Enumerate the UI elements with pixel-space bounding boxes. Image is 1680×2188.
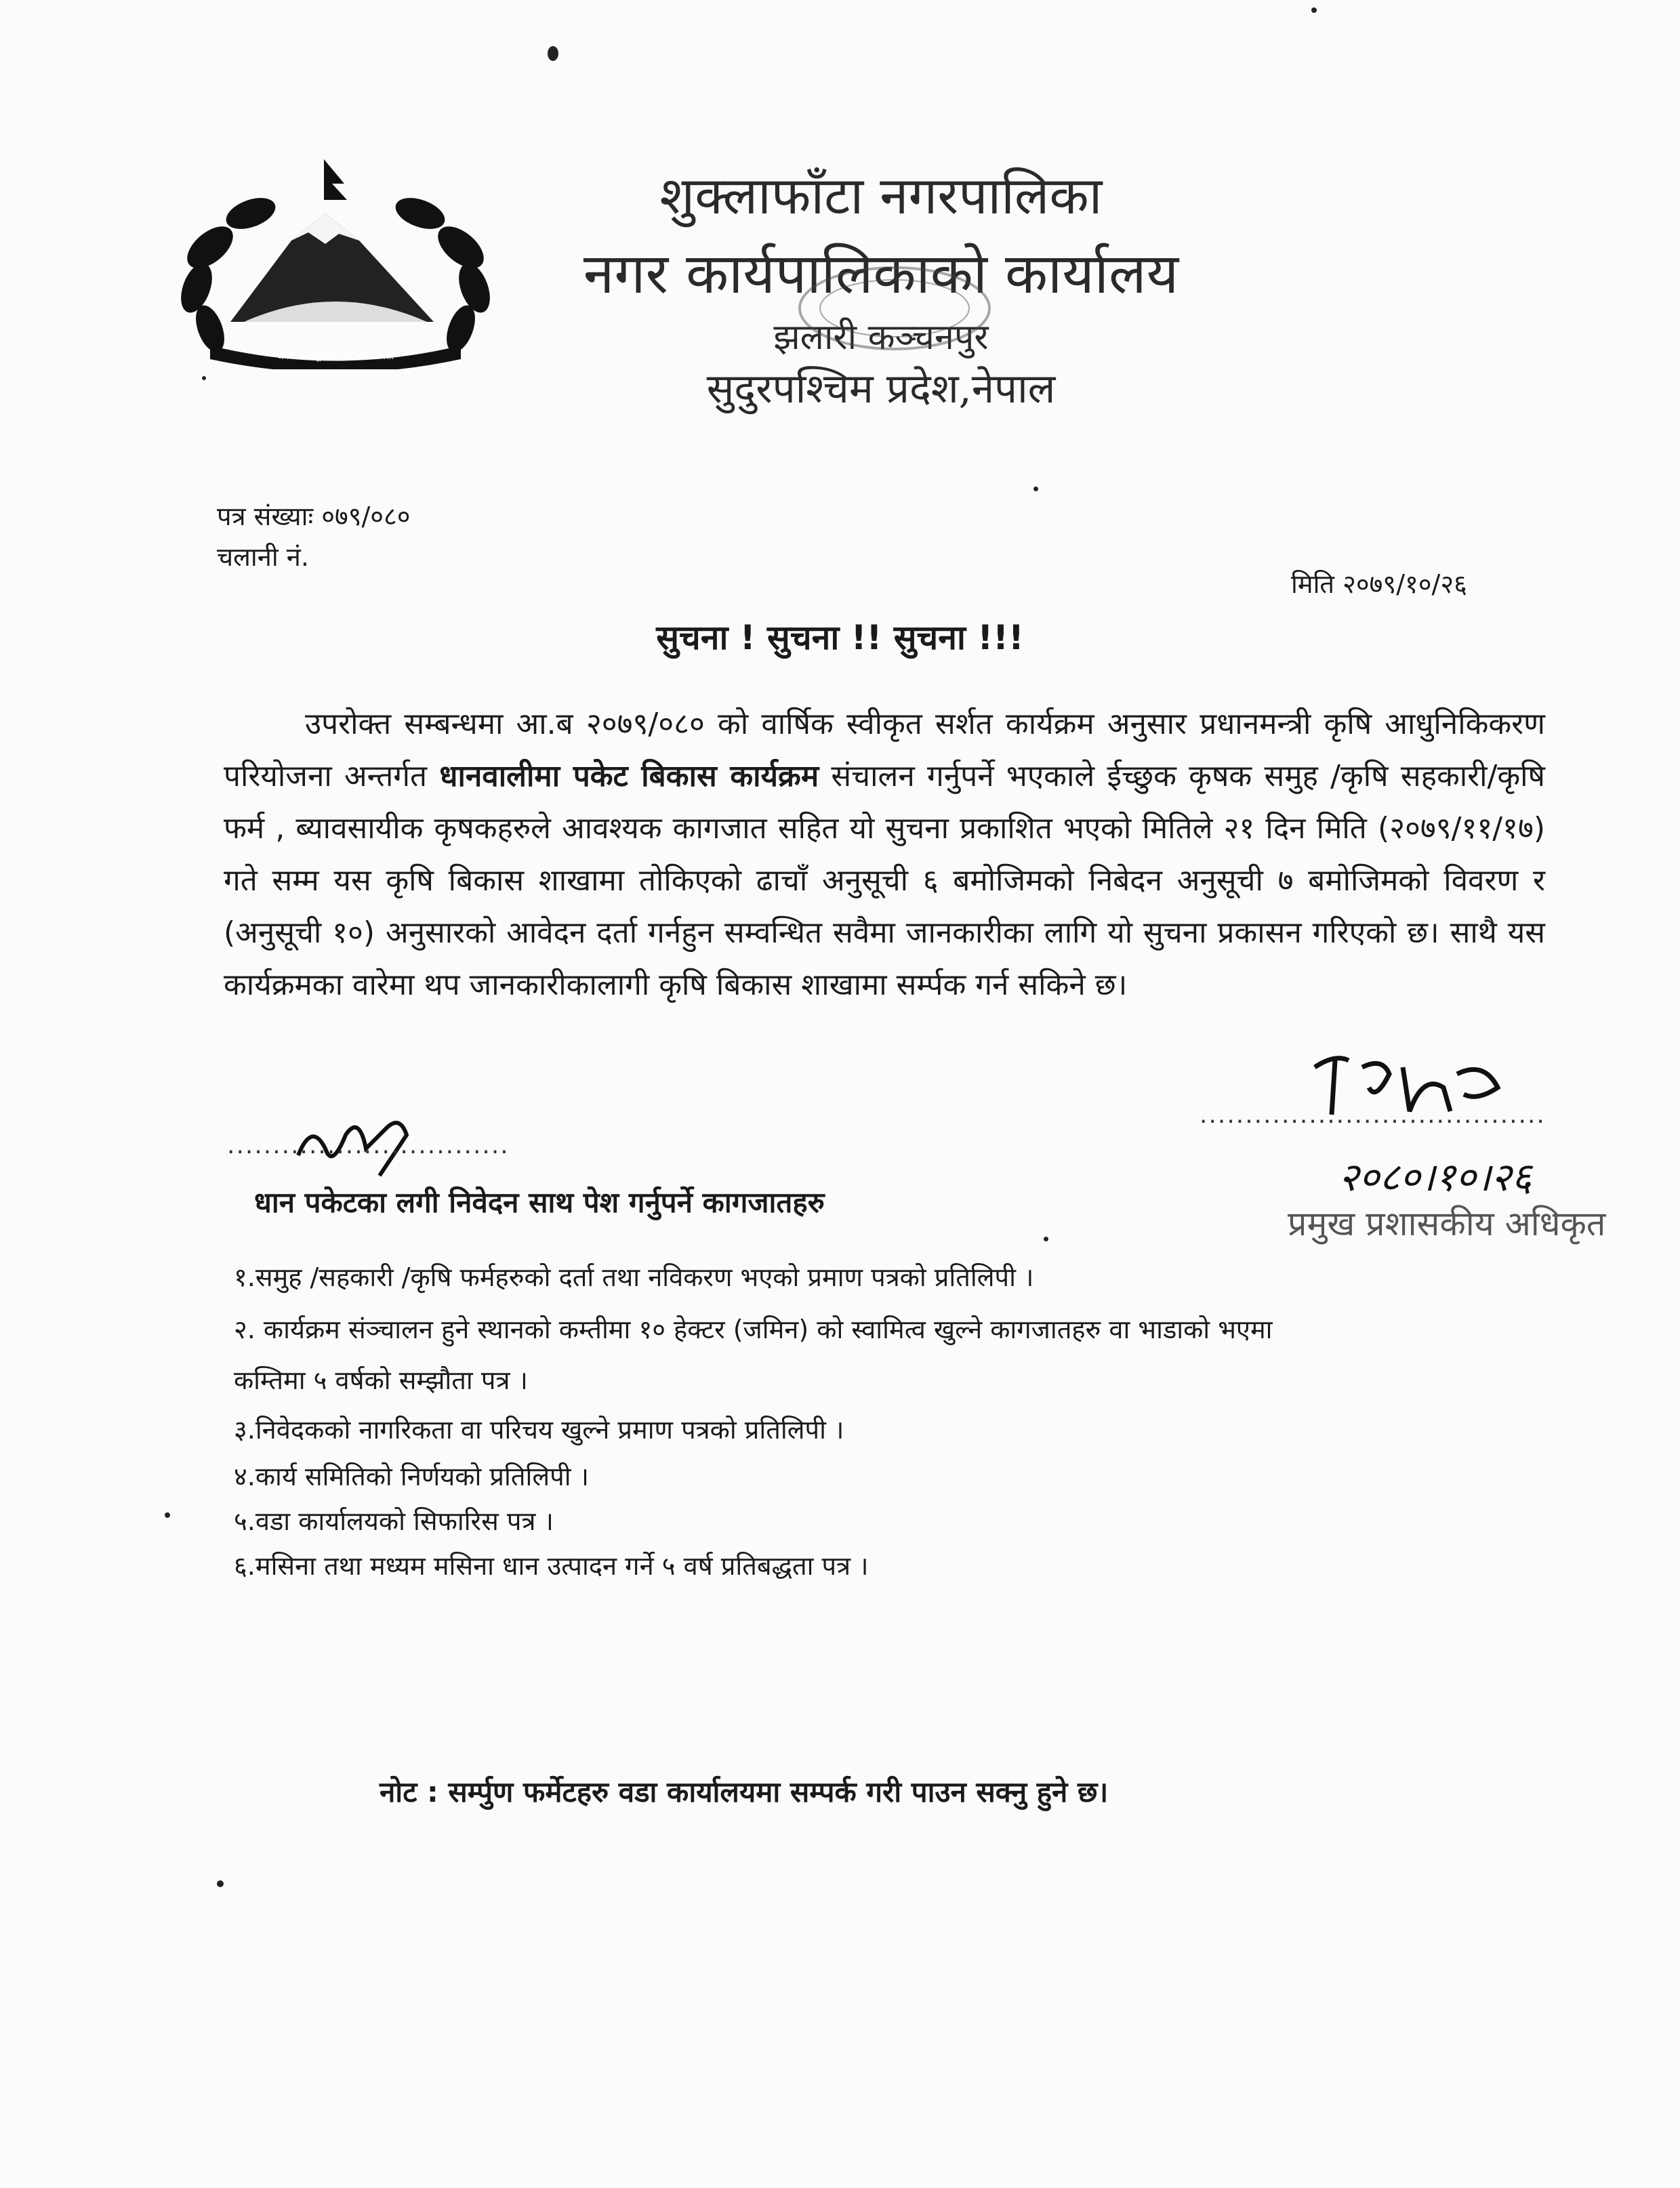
scan-speck: [1044, 1237, 1048, 1241]
office-name: नगर कार्यपालिकाको कार्यालय: [583, 242, 1179, 306]
province-name: सुदुरपश्चिम प्रदेश,नेपाल: [706, 365, 1056, 413]
document-item: कम्तिमा ५ वर्षको सम्झौता पत्र ।: [234, 1365, 528, 1395]
right-signature-line: ......................................: [1200, 1101, 1546, 1129]
nepal-emblem: [169, 152, 501, 369]
office-stamp: [732, 257, 1057, 359]
scan-speck: [1311, 7, 1317, 13]
letter-number: पत्र संख्याः ०७९/०८०: [217, 501, 411, 531]
dispatch-number: चलानी नं.: [217, 542, 309, 572]
scan-speck: [202, 376, 206, 380]
document-item: १.समुह /सहकारी /कृषि फर्महरुको दर्ता तथा नविकरण भएको प्रमाण पत्रको प्रतिलिपी ।: [234, 1262, 1034, 1292]
letter-date: मिति २०७९/१०/२६: [1291, 569, 1467, 599]
scan-speck: [1033, 487, 1038, 491]
scan-speck: [548, 46, 558, 61]
document-item: ५.वडा कार्यालयको सिफारिस पत्र ।: [234, 1506, 554, 1536]
document-item: २. कार्यक्रम संञ्चालन हुने स्थानको कम्तीमा १० हेक्टर (जमिन) को स्वामित्व खुल्ने कागजातहरु वा भाडाको भएमा: [234, 1315, 1273, 1344]
document-item: ६.मसिना तथा मध्यम मसिना धान उत्पादन गर्ने ५ वर्ष प्रतिबद्धता पत्र ।: [234, 1551, 869, 1581]
notice-body: [224, 698, 1545, 1011]
body-part-2: संचालन गर्नुपर्ने भएकाले ईच्छुक कृषक समुह /कृषि सहकारी/कृषि फर्म , ब्यावसायीक कृषकहरुले आवश्यक कागजात सहित यो सुचना प्रकाशित भएको मितिले २१ दिन मिति (२०७९/११/१७) गते सम्म यस कृषि बिकास शाखामा तोकिएको ढाचाँ अनुसूची ६ बमोजिमको निबेदन अनुसूची ७ बमोजिमको विवरण र (अनुसूची १०) अनुसारको आवेदन दर्ता गर्नहुन सम्वन्धित सवैमा जानकारीका लागि यो सुचना प्रकासन गरिएको छ। साथै यस कार्यक्रमका वारेमा थप जानकारीकालागी कृषि बिकास शाखामा सर्म्पक गर्न सकिने छ।: [224, 759, 1545, 1002]
left-signature-line: ...............................: [227, 1132, 510, 1159]
municipality-name: शुक्लाफाँटा नगरपालिका: [659, 165, 1103, 226]
document-item: ३.निवेदकको नागरिकता वा परिचय खुल्ने प्रमाण पत्रको प्रतिलिपी ।: [234, 1415, 844, 1445]
scan-speck: [217, 1880, 224, 1887]
document-item: ४.कार्य समितिको निर्णयको प्रतिलिपी ।: [234, 1462, 590, 1491]
body-part-1: उपरोक्त सम्बन्धमा आ.ब २०७९/०८० को वार्षिक स्वीकृत सर्शत कार्यक्रम अनुसार प्रधानमन्त्री कृषि आधुनिकिकरण परियोजना अन्तर्गत: [224, 707, 1545, 793]
documents-heading: धान पकेटका लगी निवेदन साथ पेश गर्नुपर्ने कागजातहरु: [254, 1186, 825, 1219]
emblem-motto: जननी जन्मभूमिश्च स्वर्गादपि गरीयसी: [277, 352, 394, 362]
footer-note: नोट : सर्म्पुण फर्मेटहरु वडा कार्यालयमा सम्पर्क गरी पाउन सक्नु हुने छ।: [380, 1775, 1109, 1809]
program-name: धानवालीमा पकेट बिकास कार्यक्रम: [439, 759, 819, 793]
notice-title: सुचना ! सुचना !! सुचना !!!: [656, 618, 1024, 657]
signature-date: २०८०।१०।२६: [1338, 1154, 1532, 1200]
officer-title: प्रमुख प्रशासकीय अधिकृत: [1288, 1204, 1606, 1243]
scan-speck: [165, 1512, 170, 1518]
office-location: झलारी कञ्चनपुर: [773, 317, 989, 358]
